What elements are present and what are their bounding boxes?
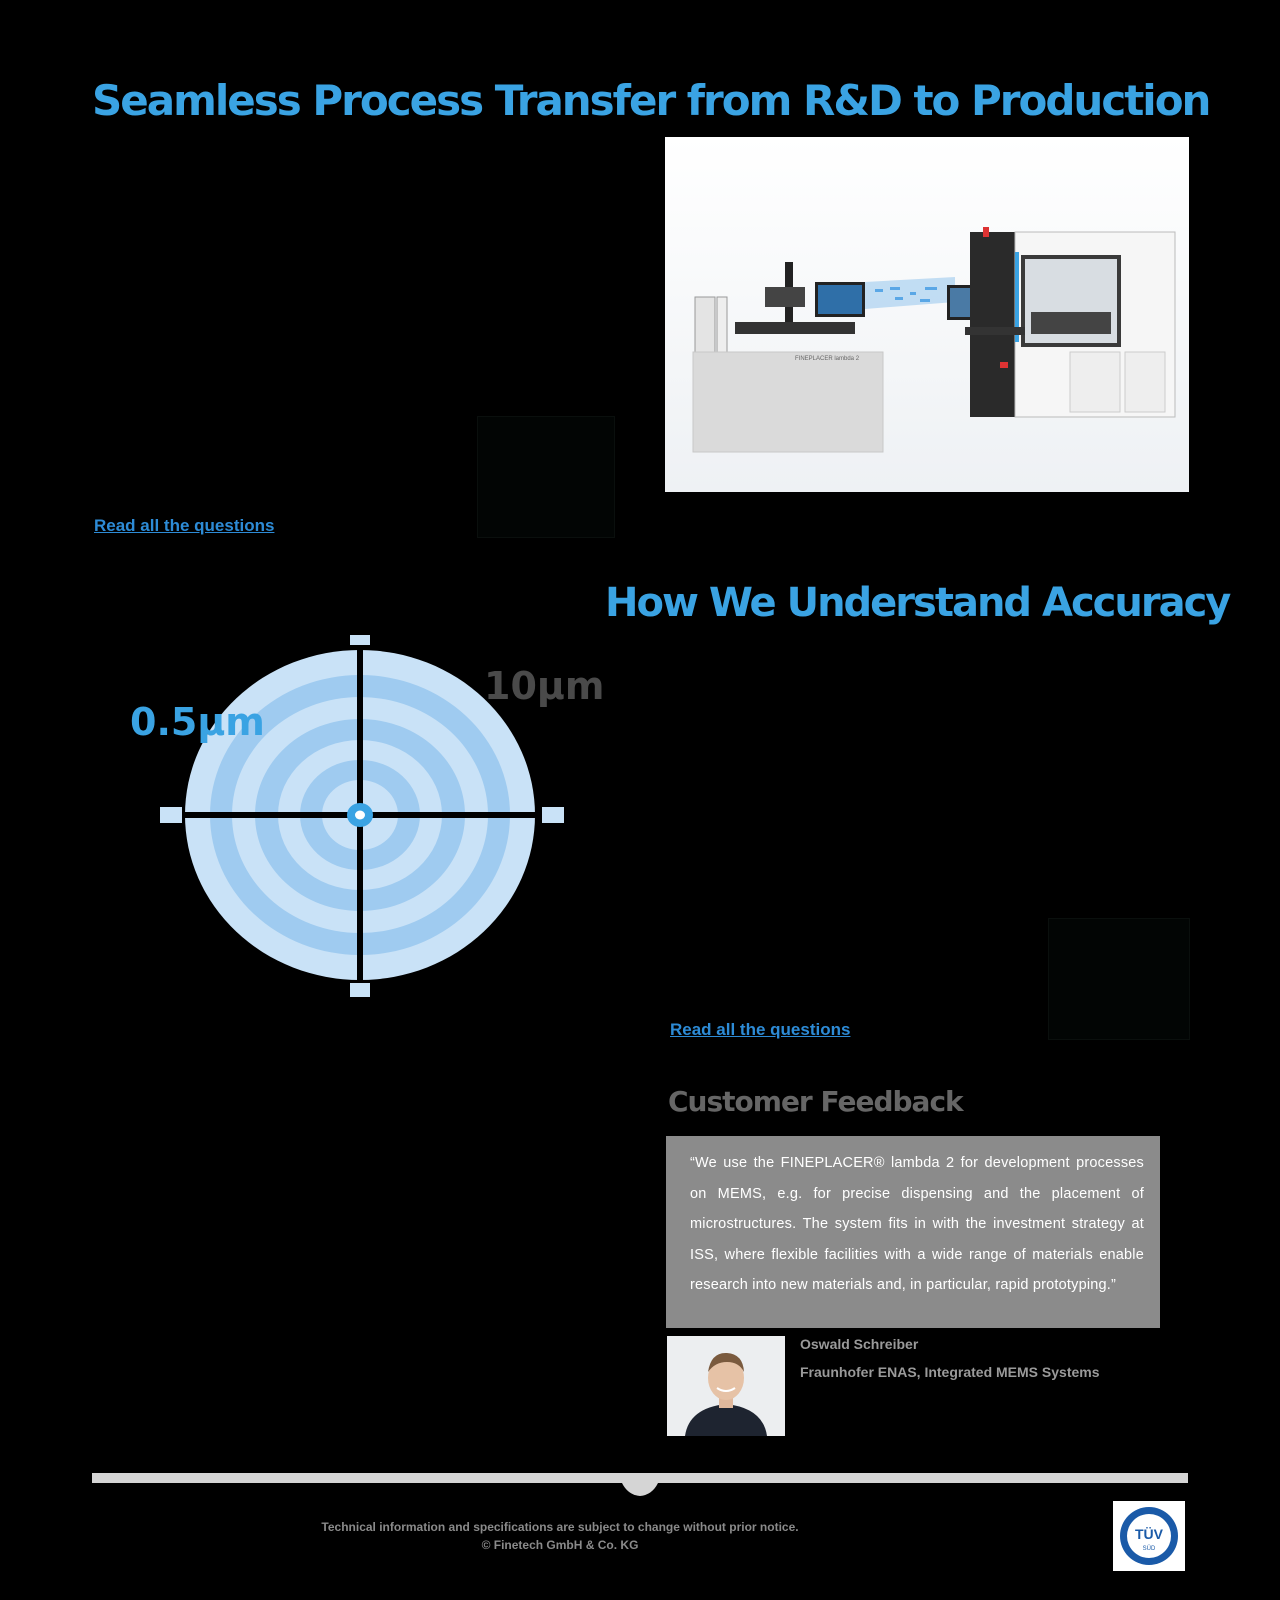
read-questions-link-2[interactable]: Read all the questions bbox=[670, 1020, 851, 1039]
tuv-text: TÜV bbox=[1135, 1526, 1163, 1542]
read-questions-link[interactable]: Read all the questions bbox=[94, 516, 275, 535]
sud-text: SÜD bbox=[1142, 1546, 1156, 1552]
machine-image bbox=[665, 137, 1189, 492]
footer-copyright: © Finetech GmbH & Co. KG bbox=[481, 1538, 639, 1552]
quote-corner bbox=[1160, 1296, 1182, 1328]
qr-code[interactable] bbox=[477, 416, 615, 538]
large-accuracy-label: 10µm bbox=[484, 664, 605, 708]
machine-label: FINEPLACER lambda 2 bbox=[795, 356, 860, 362]
author-name: Oswald Schreiber bbox=[800, 1336, 919, 1352]
author-photo bbox=[667, 1336, 785, 1436]
footer-notch bbox=[622, 1483, 658, 1497]
footer-disclaimer: Technical information and specifications are subject to change without prior notice. bbox=[321, 1520, 799, 1534]
small-accuracy-label: 0.5µm bbox=[130, 700, 265, 744]
feedback-heading: Customer Feedback bbox=[668, 1085, 963, 1118]
qr-code-2[interactable] bbox=[1048, 918, 1190, 1040]
tuv-certification-badge bbox=[1113, 1501, 1185, 1571]
footer-divider bbox=[92, 1473, 1188, 1483]
customer-quote: “We use the FINEPLACER® lambda 2 for development processes on MEMS, e.g. for precise dispensing and the placement of microstructures. The system fits in with the investment strategy at ISS, where flexible facilities with a wide range of materials enable research into new materials and, in particular, rapid prototyping.” bbox=[666, 1136, 1160, 1328]
accuracy-heading: How We Understand Accuracy bbox=[605, 580, 1230, 626]
author-role: Fraunhofer ENAS, Integrated MEMS Systems bbox=[800, 1364, 1100, 1380]
page-title: Seamless Process Transfer from R&D to Production bbox=[92, 76, 1210, 125]
